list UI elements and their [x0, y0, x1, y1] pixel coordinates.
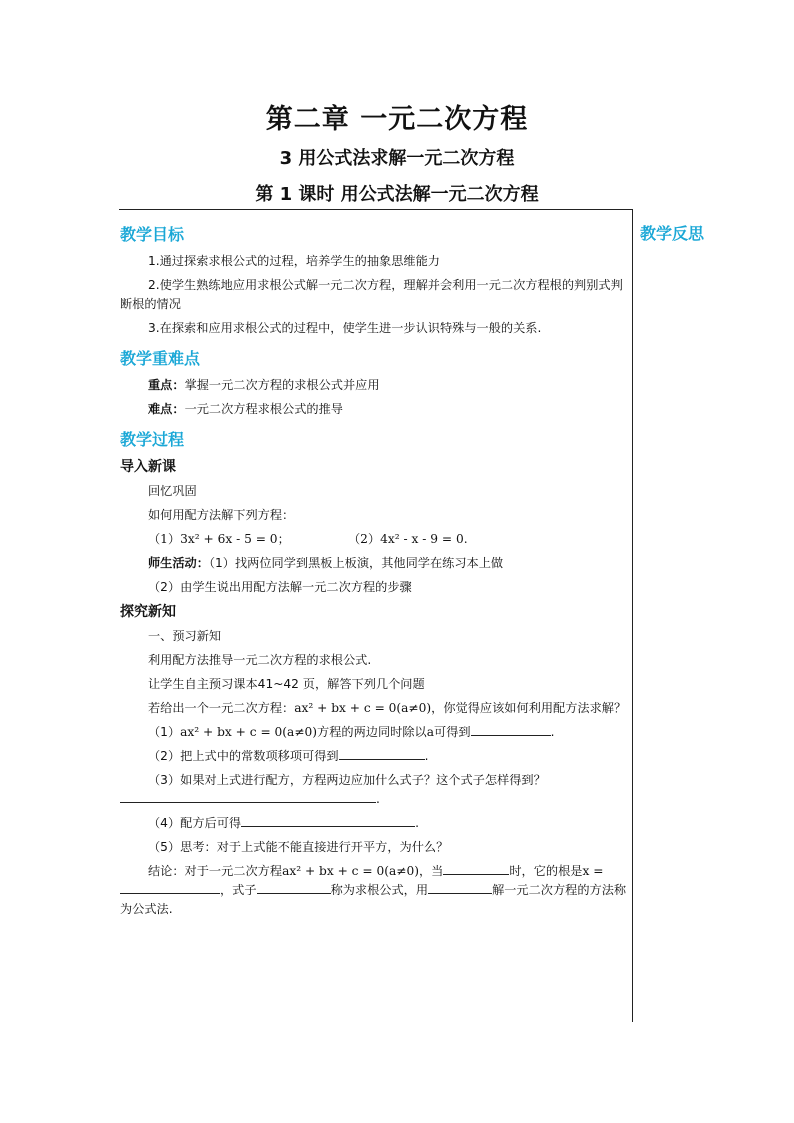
question-line: 如何用配方法解下列方程： [148, 508, 295, 522]
activity-line [120, 554, 630, 573]
answer-blank[interactable] [443, 862, 509, 875]
q3-text: （3）如果对上式进行配方，方程两边应加什么式子？这个式子怎样得到？ [148, 773, 546, 787]
objectives-heading: 教学目标 [120, 225, 185, 244]
conclusion-end: 解一元二次方程的方法称为公式法. [120, 883, 627, 916]
objective-item: 1.通过探索求根公式的过程，培养学生的抽象思维能力 [148, 254, 440, 268]
conclusion-formula: ，式子 [220, 883, 257, 897]
conclusion-paragraph [120, 862, 630, 919]
focus-text: 掌握一元二次方程的求根公式并应用 [184, 378, 380, 392]
activity-label: 师生活动： [148, 556, 209, 570]
conclusion-x: x [582, 864, 590, 878]
q1-end: 可得到 [434, 725, 471, 739]
q4-text: （4）配方后可得 [148, 816, 242, 830]
given-equation: ax² + bx + c = 0(a≠0) [294, 701, 432, 715]
explore-heading: 探究新知 [120, 604, 176, 620]
answer-blank[interactable] [471, 723, 551, 736]
q1-equation: ax² + bx + c = 0(a≠0) [180, 725, 318, 739]
conclusion-when: ，当 [418, 864, 444, 878]
conclusion-equation: ax² + bx + c = 0(a≠0) [282, 864, 419, 878]
question-3: （3）如果对上式进行配方，方程两边应加什么式子？这个式子怎样得到？. [120, 771, 630, 809]
q2-text: （2）把上式中的常数项移项可得到 [148, 749, 339, 763]
process-heading: 教学过程 [120, 430, 185, 449]
equation-1: （1）3x² + 6x - 5 = 0； [148, 532, 290, 546]
activity-text: （1）找两位同学到黑板上板演，其他同学在练习本上做 [208, 556, 504, 570]
chapter-title: 第二章 一元二次方程 [265, 104, 529, 135]
question-2: （2）把上式中的常数项移项可得到 . [148, 749, 429, 763]
objective-item: 2.使学生熟练地应用求根公式解一元二次方程，理解并会利用一元二次方程根的判别式判断根的情况 [120, 278, 623, 311]
given-pre: 若给出一个一元二次方程： [148, 701, 295, 715]
q1-post: 方程的两边同时除以 [317, 725, 427, 739]
equations-line [120, 530, 630, 549]
answer-blank[interactable] [339, 747, 425, 760]
given-paragraph [120, 699, 630, 718]
q1-pre: （1） [148, 725, 181, 739]
lesson-plan-body [120, 222, 630, 924]
section-title: 3 用公式法求解一元二次方程 [279, 148, 515, 169]
answer-blank[interactable] [241, 814, 415, 827]
question-4: （4）配方后可得 . [148, 816, 419, 830]
preview-line: 让学生自主预习课本41~42 页，解答下列几个问题 [148, 677, 425, 691]
difficulty-line [120, 400, 630, 419]
objective-item: 3.在探索和应用求根公式的过程中，使学生进一步认识特殊与一般的关系. [148, 321, 542, 335]
review-line: 回忆巩固 [148, 484, 197, 498]
derive-line: 利用配方法推导一元二次方程的求根公式. [148, 653, 372, 667]
answer-blank[interactable] [120, 881, 220, 894]
given-post: ，你觉得应该如何利用配方法求解？ [431, 701, 627, 715]
preview-part: 一、预习新知 [148, 629, 222, 643]
question-5: （5）思考：对于上式能不能直接进行开平方，为什么？ [148, 840, 449, 854]
intro-heading: 导入新课 [120, 459, 176, 475]
activity-step-2: （2）由学生说出用配方法解一元二次方程的步骤 [148, 580, 412, 594]
focus-label: 重点： [148, 378, 185, 392]
table-top-rule [119, 209, 633, 210]
focus-line [120, 376, 630, 395]
q1-var: a [426, 725, 435, 739]
answer-blank[interactable] [120, 790, 376, 803]
lesson-title: 第 1 课时 用公式法解一元二次方程 [255, 184, 539, 205]
reflection-heading: 教学反思 [640, 224, 705, 243]
conclusion-called: 称为求根公式，用 [330, 883, 429, 897]
difficulty-text: 一元二次方程求根公式的推导 [184, 402, 343, 416]
answer-blank[interactable] [257, 881, 331, 894]
conclusion-roots: 时，它的根是 [509, 864, 583, 878]
equation-2: （2）4x² - x - 9 = 0. [348, 532, 468, 546]
question-1: （1）ax² + bx + c = 0(a≠0)方程的两边同时除以a可得到 . [148, 725, 555, 739]
column-divider [632, 209, 633, 1022]
answer-blank[interactable] [428, 881, 492, 894]
conclusion-equals: = [593, 864, 604, 878]
key-points-heading: 教学重难点 [120, 349, 201, 368]
difficulty-label: 难点： [148, 402, 185, 416]
conclusion-pre: 结论：对于一元二次方程 [148, 864, 283, 878]
